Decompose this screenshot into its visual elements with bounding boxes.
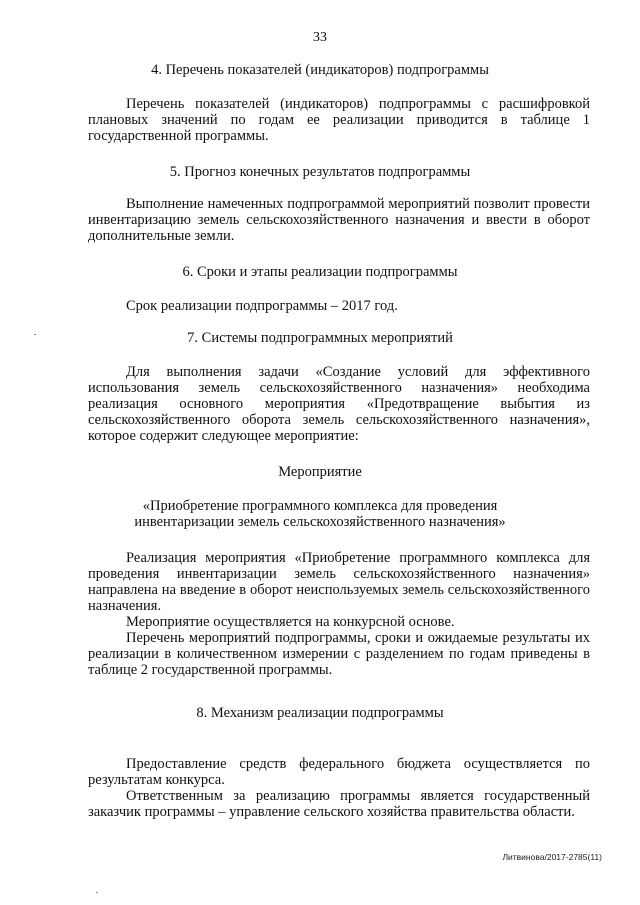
footer-document-code: Литвинова/2017-2785(11) xyxy=(502,852,602,862)
section-8-heading: 8. Механизм реализации подпрограммы xyxy=(196,705,444,721)
measure-paragraph-3: Перечень мероприятий подпрограммы, сроки и ожидаемые результаты их реализации в количественном измерении с разделением по годам приведены в таблице 2 государственной программы. xyxy=(88,630,590,678)
section-7-heading: 7. Системы подпрограммных мероприятий xyxy=(187,330,453,346)
page-number: 33 xyxy=(313,30,327,45)
measure-description xyxy=(88,550,590,678)
section-8-paragraph-2: Ответственным за реализацию программы является государственный заказчик программы – управление сельского хозяйства правительства области. xyxy=(88,788,590,820)
scan-mark xyxy=(96,892,98,893)
scan-mark xyxy=(34,334,36,335)
section-4-body xyxy=(88,96,590,144)
section-5-body xyxy=(88,196,590,244)
measure-title-line-2: инвентаризации земель сельскохозяйственного назначения» xyxy=(134,514,506,530)
measure-paragraph-1: Реализация мероприятия «Приобретение программного комплекса для проведения инвентаризации земель сельскохозяйственного назначения» направлена на введение в оборот неиспользуемых земель сельскохозяйственного назначения. xyxy=(88,550,590,614)
section-5-paragraph: Выполнение намеченных подпрограммой мероприятий позволит провести инвентаризацию земель сельскохозяйственного назначения и ввести в оборот дополнительные земли. xyxy=(88,196,590,244)
section-4-paragraph: Перечень показателей (индикаторов) подпрограммы с расшифровкой плановых значений по годам ее реализации приводится в таблице 1 государственной программы. xyxy=(88,96,590,144)
section-6-body xyxy=(88,298,590,314)
section-7-body xyxy=(88,364,590,444)
measure-title-line-1: «Приобретение программного комплекса для проведения xyxy=(142,498,498,514)
section-8-body xyxy=(88,756,590,820)
section-6-heading: 6. Сроки и этапы реализации подпрограммы xyxy=(182,264,458,280)
section-7-paragraph: Для выполнения задачи «Создание условий для эффективного использования земель сельскохозяйственного назначения» необходима реализация основного мероприятия «Предотвращение выбытия из сельскохозяйственного оборота земель сельскохозяйственного назначения», которое содержит следующее мероприятие: xyxy=(88,364,590,444)
section-6-paragraph: Срок реализации подпрограммы – 2017 год. xyxy=(126,298,398,314)
measure-subheading: Мероприятие xyxy=(278,464,362,480)
section-8-paragraph-1: Предоставление средств федерального бюджета осуществляется по результатам конкурса. xyxy=(88,756,590,788)
section-5-heading: 5. Прогноз конечных результатов подпрограммы xyxy=(169,164,471,180)
measure-paragraph-2: Мероприятие осуществляется на конкурсной основе. xyxy=(126,614,455,630)
section-4-heading: 4. Перечень показателей (индикаторов) подпрограммы xyxy=(151,62,489,78)
